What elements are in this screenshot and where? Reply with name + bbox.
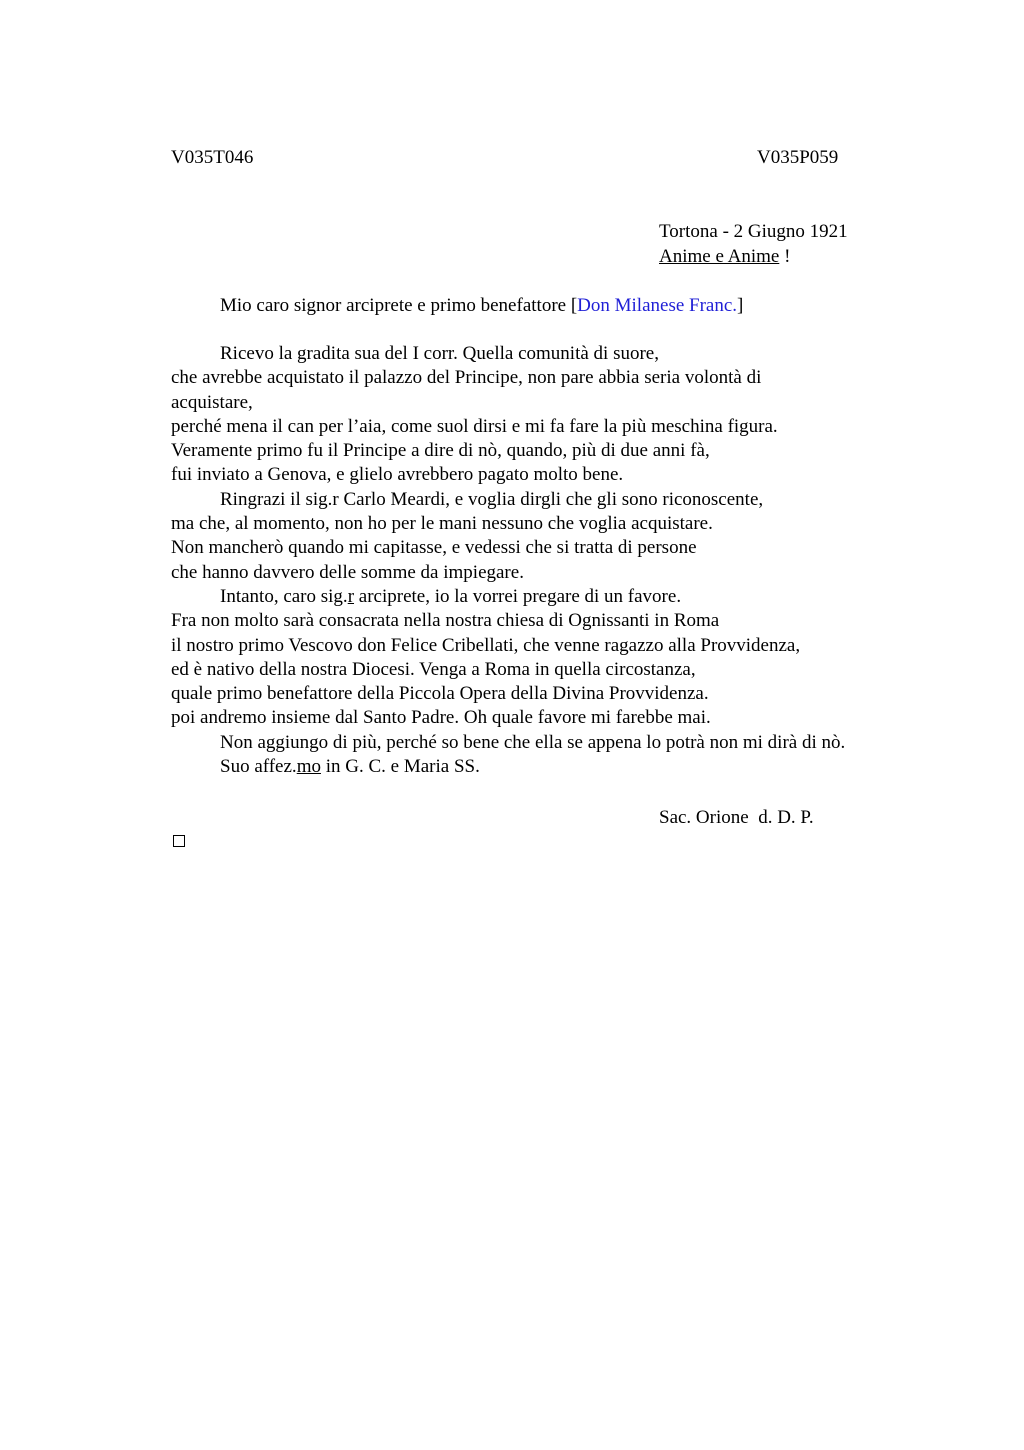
- closing-line: [171, 755, 931, 779]
- place-date: Tortona - 2 Giugno 1921: [659, 221, 848, 242]
- salutation: [220, 294, 743, 318]
- closing-text-part: Suo affez.: [220, 756, 297, 778]
- body-line: acquistare,: [171, 391, 253, 413]
- salutation-text: Mio caro signor arciprete e primo benefattore [: [220, 295, 578, 316]
- body-text-part: Intanto, caro sig.: [220, 585, 348, 607]
- body-line: perché mena il can per l’aia, come suol dirsi e mi fa fare la più meschina figura.: [171, 415, 778, 437]
- salutation-close-bracket: ]: [737, 295, 744, 316]
- closing-text-part: in G. C. e Maria SS.: [320, 756, 480, 778]
- document-code-left: V035T046: [171, 147, 254, 168]
- body-text-part: arciprete, io la vorrei pregare di un favore.: [354, 585, 682, 607]
- body-line: che avrebbe acquistato il palazzo del Principe, non pare abbia seria volontà di: [171, 367, 762, 389]
- body-line: Non mancherò quando mi capitasse, e vedessi che si tratta di persone: [171, 537, 697, 559]
- document-code-right: V035P059: [757, 147, 839, 168]
- body-line: Ricevo la gradita sua del I corr. Quella comunità di suore,: [220, 343, 659, 364]
- superscript-abbrev: r: [347, 585, 355, 607]
- body-line: poi andremo insieme dal Santo Padre. Oh quale favore mi farebbe mai.: [171, 707, 711, 729]
- body-line: ed è nativo della nostra Diocesi. Venga a Roma in quella circostanza,: [171, 658, 696, 680]
- motto-text: Anime e Anime: [659, 246, 780, 267]
- signature: Sac. Orione d. D. P.: [659, 807, 814, 828]
- body-line: il nostro primo Vescovo don Felice Cribellati, che venne ragazzo alla Provvidenza,: [171, 634, 801, 656]
- body-line: Non aggiungo di più, perché so bene che ella se appena lo potrà non mi dirà di nò.: [220, 731, 846, 753]
- body-line: che hanno davvero delle somme da impiegare.: [171, 561, 524, 583]
- body-line: ma che, al momento, non ho per le mani nessuno che voglia acquistare.: [171, 513, 713, 535]
- body-line: [171, 585, 931, 609]
- motto-suffix: !: [779, 246, 791, 267]
- body-line: fui inviato a Genova, e glielo avrebbero pagato molto bene.: [171, 464, 624, 486]
- body-line: Veramente primo fu il Principe a dire di nò, quando, più di due anni fà,: [171, 440, 710, 462]
- superscript-abbrev: mo: [296, 756, 321, 778]
- letter-body: [171, 342, 931, 779]
- body-line: Ringrazi il sig.r Carlo Meardi, e voglia dirgli che gli sono riconoscente,: [220, 488, 764, 510]
- recipient-name: Don Milanese Franc.: [577, 295, 738, 316]
- body-line: quale primo benefattore della Piccola Opera della Divina Provvidenza.: [171, 683, 709, 705]
- motto: [659, 245, 790, 269]
- empty-square-icon: [173, 835, 185, 847]
- body-line: Fra non molto sarà consacrata nella nostra chiesa di Ognissanti in Roma: [171, 610, 720, 632]
